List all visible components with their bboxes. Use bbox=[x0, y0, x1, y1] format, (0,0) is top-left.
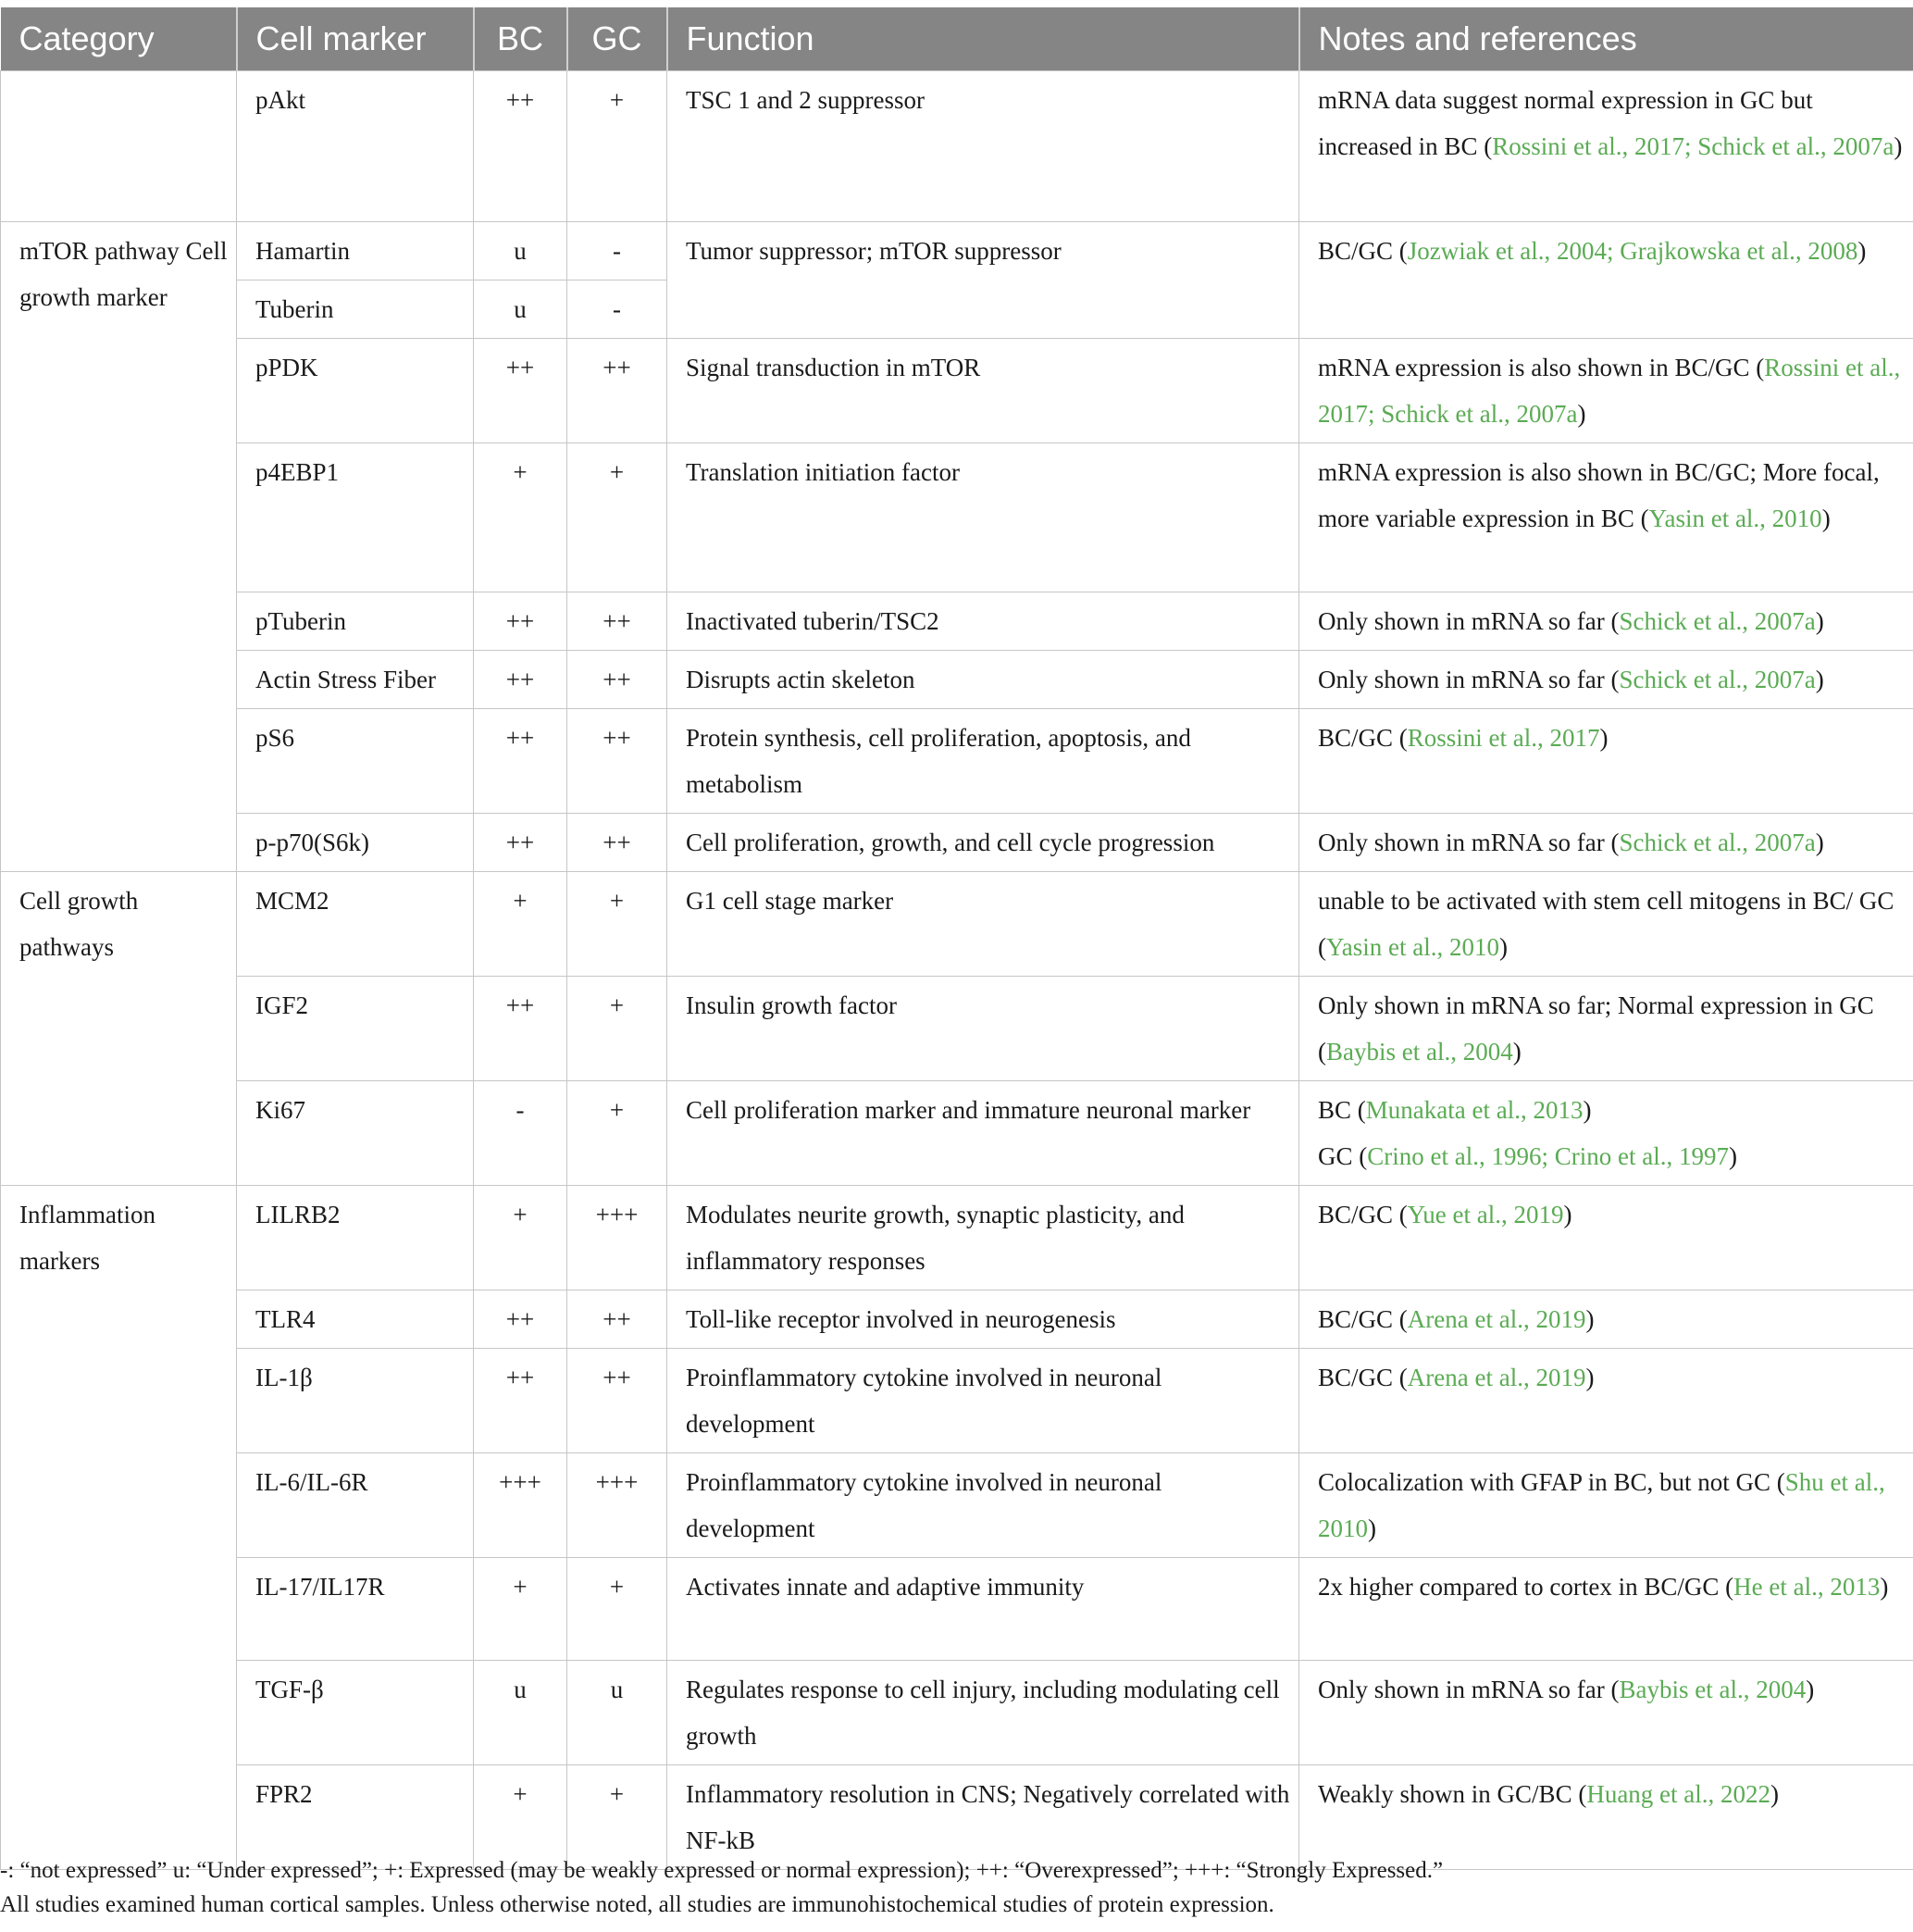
note-text: BC ( bbox=[1318, 1096, 1366, 1124]
notes-cell bbox=[1299, 872, 1913, 977]
gc-cell: ++ bbox=[567, 592, 667, 651]
bc-cell: u bbox=[474, 1661, 567, 1765]
note-close: ) bbox=[1770, 1780, 1780, 1808]
gc-cell: + bbox=[567, 1081, 667, 1186]
gc-cell: - bbox=[567, 222, 667, 280]
reference-link[interactable]: Arena et al., 2019 bbox=[1407, 1364, 1586, 1391]
marker-cell: MCM2 bbox=[237, 872, 474, 977]
marker-cell: IL-6/IL-6R bbox=[237, 1453, 474, 1558]
note-close: ) bbox=[1577, 400, 1586, 428]
bc-cell: +++ bbox=[474, 1453, 567, 1558]
reference-link[interactable]: Schick et al., 2007a bbox=[1619, 607, 1816, 635]
note-close: ) bbox=[1368, 1514, 1376, 1542]
reference-link[interactable]: Schick et al., 2007a bbox=[1619, 666, 1816, 693]
note-text: Only shown in mRNA so far; Normal expression in GC ( bbox=[1318, 991, 1874, 1066]
category-inflammation: Inflammation markers bbox=[1, 1186, 237, 1870]
note-text: Only shown in mRNA so far ( bbox=[1318, 1676, 1620, 1703]
table-row bbox=[1, 872, 1913, 977]
note-text: unable to be activated with stem cell mitogens in BC/ GC ( bbox=[1318, 887, 1894, 961]
function-cell: Regulates response to cell injury, including modulating cell growth bbox=[667, 1661, 1299, 1765]
gc-cell: ++ bbox=[567, 339, 667, 443]
note-text: BC/GC ( bbox=[1318, 1364, 1408, 1391]
bc-cell: ++ bbox=[474, 592, 567, 651]
gc-cell: ++ bbox=[567, 651, 667, 709]
gc-cell: + bbox=[567, 71, 667, 222]
bc-cell: ++ bbox=[474, 709, 567, 814]
note-text: Colocalization with GFAP in BC, but not GC ( bbox=[1318, 1468, 1785, 1496]
table-row bbox=[1, 814, 1913, 872]
marker-cell: IL-17/IL17R bbox=[237, 1558, 474, 1661]
function-cell: Cell proliferation marker and immature neuronal marker bbox=[667, 1081, 1299, 1186]
gc-cell: ++ bbox=[567, 1349, 667, 1453]
notes-cell bbox=[1299, 1349, 1913, 1453]
marker-cell: Actin Stress Fiber bbox=[237, 651, 474, 709]
gc-cell: + bbox=[567, 1765, 667, 1870]
table-row bbox=[1, 709, 1913, 814]
note-text: mRNA expression is also shown in BC/GC; More focal, more variable expression in BC ( bbox=[1318, 458, 1880, 532]
marker-cell: pAkt bbox=[237, 71, 474, 222]
marker-cell: LILRB2 bbox=[237, 1186, 474, 1290]
note-text: BC/GC ( bbox=[1318, 1305, 1408, 1333]
marker-cell: TGF-β bbox=[237, 1661, 474, 1765]
table-row bbox=[1, 592, 1913, 651]
notes-cell bbox=[1299, 339, 1913, 443]
table-row bbox=[1, 1453, 1913, 1558]
note-text: GC ( bbox=[1318, 1142, 1368, 1170]
marker-cell: pS6 bbox=[237, 709, 474, 814]
note-close: ) bbox=[1599, 724, 1609, 752]
function-cell: Cell proliferation, growth, and cell cycle progression bbox=[667, 814, 1299, 872]
table-row bbox=[1, 977, 1913, 1081]
header-function: Function bbox=[667, 7, 1299, 71]
note-close: ) bbox=[1728, 1142, 1737, 1170]
note-text: mRNA expression is also shown in BC/GC ( bbox=[1318, 354, 1765, 381]
marker-cell: IL-1β bbox=[237, 1349, 474, 1453]
notes-cell bbox=[1299, 814, 1913, 872]
note-close: ) bbox=[1815, 666, 1824, 693]
gc-cell: + bbox=[567, 443, 667, 592]
function-cell: Translation initiation factor bbox=[667, 443, 1299, 592]
bc-cell: + bbox=[474, 1558, 567, 1661]
note-text: BC/GC ( bbox=[1318, 237, 1408, 265]
marker-table bbox=[0, 7, 1913, 1870]
bc-cell: ++ bbox=[474, 651, 567, 709]
reference-link[interactable]: Shu et al., 2010 bbox=[1318, 1468, 1885, 1542]
header-cell-marker: Cell marker bbox=[237, 7, 474, 71]
function-cell: Insulin growth factor bbox=[667, 977, 1299, 1081]
notes-cell bbox=[1299, 1290, 1913, 1349]
bc-cell: ++ bbox=[474, 339, 567, 443]
table-row bbox=[1, 222, 1913, 280]
function-cell: Disrupts actin skeleton bbox=[667, 651, 1299, 709]
function-cell: Inflammatory resolution in CNS; Negatively correlated with NF-kB bbox=[667, 1765, 1299, 1870]
note-close: ) bbox=[1880, 1573, 1889, 1601]
marker-cell: Ki67 bbox=[237, 1081, 474, 1186]
gc-cell: ++ bbox=[567, 1290, 667, 1349]
reference-link[interactable]: Arena et al., 2019 bbox=[1407, 1305, 1586, 1333]
note-line-bc bbox=[1318, 1087, 1906, 1133]
footnote-legend: -: “not expressed” u: “Under expressed”; +: Expressed (may be weakly expressed or normal expression); ++: “Overexpressed”; +++: “Strongly Expressed.” bbox=[0, 1858, 1444, 1883]
function-cell: Modulates neurite growth, synaptic plasticity, and inflammatory responses bbox=[667, 1186, 1299, 1290]
note-text: mRNA data suggest normal expression in GC but increased in BC ( bbox=[1318, 86, 1813, 160]
table-header bbox=[1, 7, 1913, 71]
function-cell: Protein synthesis, cell proliferation, apoptosis, and metabolism bbox=[667, 709, 1299, 814]
bc-cell: ++ bbox=[474, 1349, 567, 1453]
notes-cell bbox=[1299, 977, 1913, 1081]
marker-cell: TLR4 bbox=[237, 1290, 474, 1349]
notes-cell bbox=[1299, 71, 1913, 222]
reference-link[interactable]: Schick et al., 2007a bbox=[1619, 829, 1816, 856]
table-row bbox=[1, 1081, 1913, 1186]
header-bc: BC bbox=[474, 7, 567, 71]
reference-link[interactable]: Rossini et al., 2017; Schick et al., 2007a bbox=[1318, 354, 1901, 428]
notes-cell bbox=[1299, 1081, 1913, 1186]
note-close: ) bbox=[1806, 1676, 1815, 1703]
table-row bbox=[1, 1186, 1913, 1290]
gc-cell: +++ bbox=[567, 1453, 667, 1558]
note-text: Only shown in mRNA so far ( bbox=[1318, 666, 1620, 693]
reference-link[interactable]: Crino et al., 1996; Crino et al., 1997 bbox=[1367, 1142, 1729, 1170]
notes-cell bbox=[1299, 592, 1913, 651]
note-close: ) bbox=[1815, 829, 1824, 856]
function-cell: Toll-like receptor involved in neurogenesis bbox=[667, 1290, 1299, 1349]
category-cell-empty bbox=[1, 71, 237, 222]
bc-cell: + bbox=[474, 1765, 567, 1870]
table-row bbox=[1, 1558, 1913, 1661]
reference-link[interactable]: Yasin et al., 2010 bbox=[1648, 505, 1822, 532]
note-close: ) bbox=[1857, 237, 1867, 265]
note-close: ) bbox=[1894, 132, 1903, 160]
bc-cell: ++ bbox=[474, 977, 567, 1081]
category-growth: Cell growth pathways bbox=[1, 872, 237, 1186]
note-close: ) bbox=[1815, 607, 1824, 635]
bc-cell: ++ bbox=[474, 814, 567, 872]
notes-cell bbox=[1299, 1661, 1913, 1765]
note-close: ) bbox=[1585, 1305, 1595, 1333]
function-cell: Tumor suppressor; mTOR suppressor bbox=[667, 222, 1299, 339]
function-cell: Inactivated tuberin/TSC2 bbox=[667, 592, 1299, 651]
notes-cell bbox=[1299, 709, 1913, 814]
note-line-gc bbox=[1318, 1133, 1906, 1179]
reference-link[interactable]: Huang et al., 2022 bbox=[1586, 1780, 1771, 1808]
function-cell: Proinflammatory cytokine involved in neuronal development bbox=[667, 1453, 1299, 1558]
bc-cell: - bbox=[474, 1081, 567, 1186]
notes-cell bbox=[1299, 1558, 1913, 1661]
table-row bbox=[1, 1661, 1913, 1765]
reference-link[interactable]: Rossini et al., 2017 bbox=[1407, 724, 1600, 752]
bc-cell: ++ bbox=[474, 1290, 567, 1349]
table-row bbox=[1, 1290, 1913, 1349]
table-row bbox=[1, 443, 1913, 592]
bc-cell: + bbox=[474, 443, 567, 592]
table-row bbox=[1, 1349, 1913, 1453]
gc-cell: ++ bbox=[567, 709, 667, 814]
header-notes: Notes and references bbox=[1299, 7, 1913, 71]
footnote-note: All studies examined human cortical samples. Unless otherwise noted, all studies are immunohistochemical studies of protein expression. bbox=[0, 1892, 1274, 1917]
table-row bbox=[1, 71, 1913, 222]
bc-cell: + bbox=[474, 1186, 567, 1290]
function-cell: Proinflammatory cytokine involved in neuronal development bbox=[667, 1349, 1299, 1453]
gc-cell: ++ bbox=[567, 814, 667, 872]
note-text: 2x higher compared to cortex in BC/GC ( bbox=[1318, 1573, 1734, 1601]
note-text: Only shown in mRNA so far ( bbox=[1318, 829, 1620, 856]
note-text: Only shown in mRNA so far ( bbox=[1318, 607, 1620, 635]
marker-cell: FPR2 bbox=[237, 1765, 474, 1870]
marker-cell: pPDK bbox=[237, 339, 474, 443]
function-cell: G1 cell stage marker bbox=[667, 872, 1299, 977]
notes-cell bbox=[1299, 222, 1913, 339]
reference-link[interactable]: Yasin et al., 2010 bbox=[1326, 933, 1500, 961]
table-row bbox=[1, 339, 1913, 443]
marker-cell: pTuberin bbox=[237, 592, 474, 651]
note-close: ) bbox=[1583, 1096, 1592, 1124]
reference-link[interactable]: He et al., 2013 bbox=[1733, 1573, 1881, 1601]
note-text: Weakly shown in GC/BC ( bbox=[1318, 1780, 1587, 1808]
bc-cell: ++ bbox=[474, 71, 567, 222]
gc-cell: - bbox=[567, 280, 667, 339]
gc-cell: +++ bbox=[567, 1186, 667, 1290]
gc-cell: + bbox=[567, 1558, 667, 1661]
gc-cell: + bbox=[567, 977, 667, 1081]
gc-cell: + bbox=[567, 872, 667, 977]
note-close: ) bbox=[1585, 1364, 1595, 1391]
reference-link[interactable]: Munakata et al., 2013 bbox=[1365, 1096, 1584, 1124]
marker-cell: Hamartin bbox=[237, 222, 474, 280]
note-close: ) bbox=[1512, 1038, 1522, 1066]
header-category: Category bbox=[1, 7, 237, 71]
reference-link[interactable]: Jozwiak et al., 2004; Grajkowska et al., 2008 bbox=[1407, 237, 1858, 265]
bc-cell: u bbox=[474, 280, 567, 339]
header-gc: GC bbox=[567, 7, 667, 71]
bc-cell: + bbox=[474, 872, 567, 977]
table-row bbox=[1, 651, 1913, 709]
note-text: BC/GC ( bbox=[1318, 724, 1408, 752]
notes-cell bbox=[1299, 1453, 1913, 1558]
notes-cell bbox=[1299, 1186, 1913, 1290]
bc-cell: u bbox=[474, 222, 567, 280]
function-cell: TSC 1 and 2 suppressor bbox=[667, 71, 1299, 222]
note-close: ) bbox=[1563, 1201, 1572, 1228]
note-close: ) bbox=[1821, 505, 1831, 532]
note-close: ) bbox=[1499, 933, 1509, 961]
notes-cell bbox=[1299, 443, 1913, 592]
function-cell: Activates innate and adaptive immunity bbox=[667, 1558, 1299, 1661]
gc-cell: u bbox=[567, 1661, 667, 1765]
marker-cell: Tuberin bbox=[237, 280, 474, 339]
marker-cell: p4EBP1 bbox=[237, 443, 474, 592]
marker-cell: p-p70(S6k) bbox=[237, 814, 474, 872]
notes-cell bbox=[1299, 651, 1913, 709]
reference-link[interactable]: Baybis et al., 2004 bbox=[1326, 1038, 1513, 1066]
reference-link[interactable]: Rossini et al., 2017; Schick et al., 2007a bbox=[1492, 132, 1894, 160]
reference-link[interactable]: Baybis et al., 2004 bbox=[1619, 1676, 1807, 1703]
note-text: BC/GC ( bbox=[1318, 1201, 1408, 1228]
marker-cell: IGF2 bbox=[237, 977, 474, 1081]
function-cell: Signal transduction in mTOR bbox=[667, 339, 1299, 443]
category-mtor: mTOR pathway Cell growth marker bbox=[1, 222, 237, 872]
reference-link[interactable]: Yue et al., 2019 bbox=[1407, 1201, 1564, 1228]
